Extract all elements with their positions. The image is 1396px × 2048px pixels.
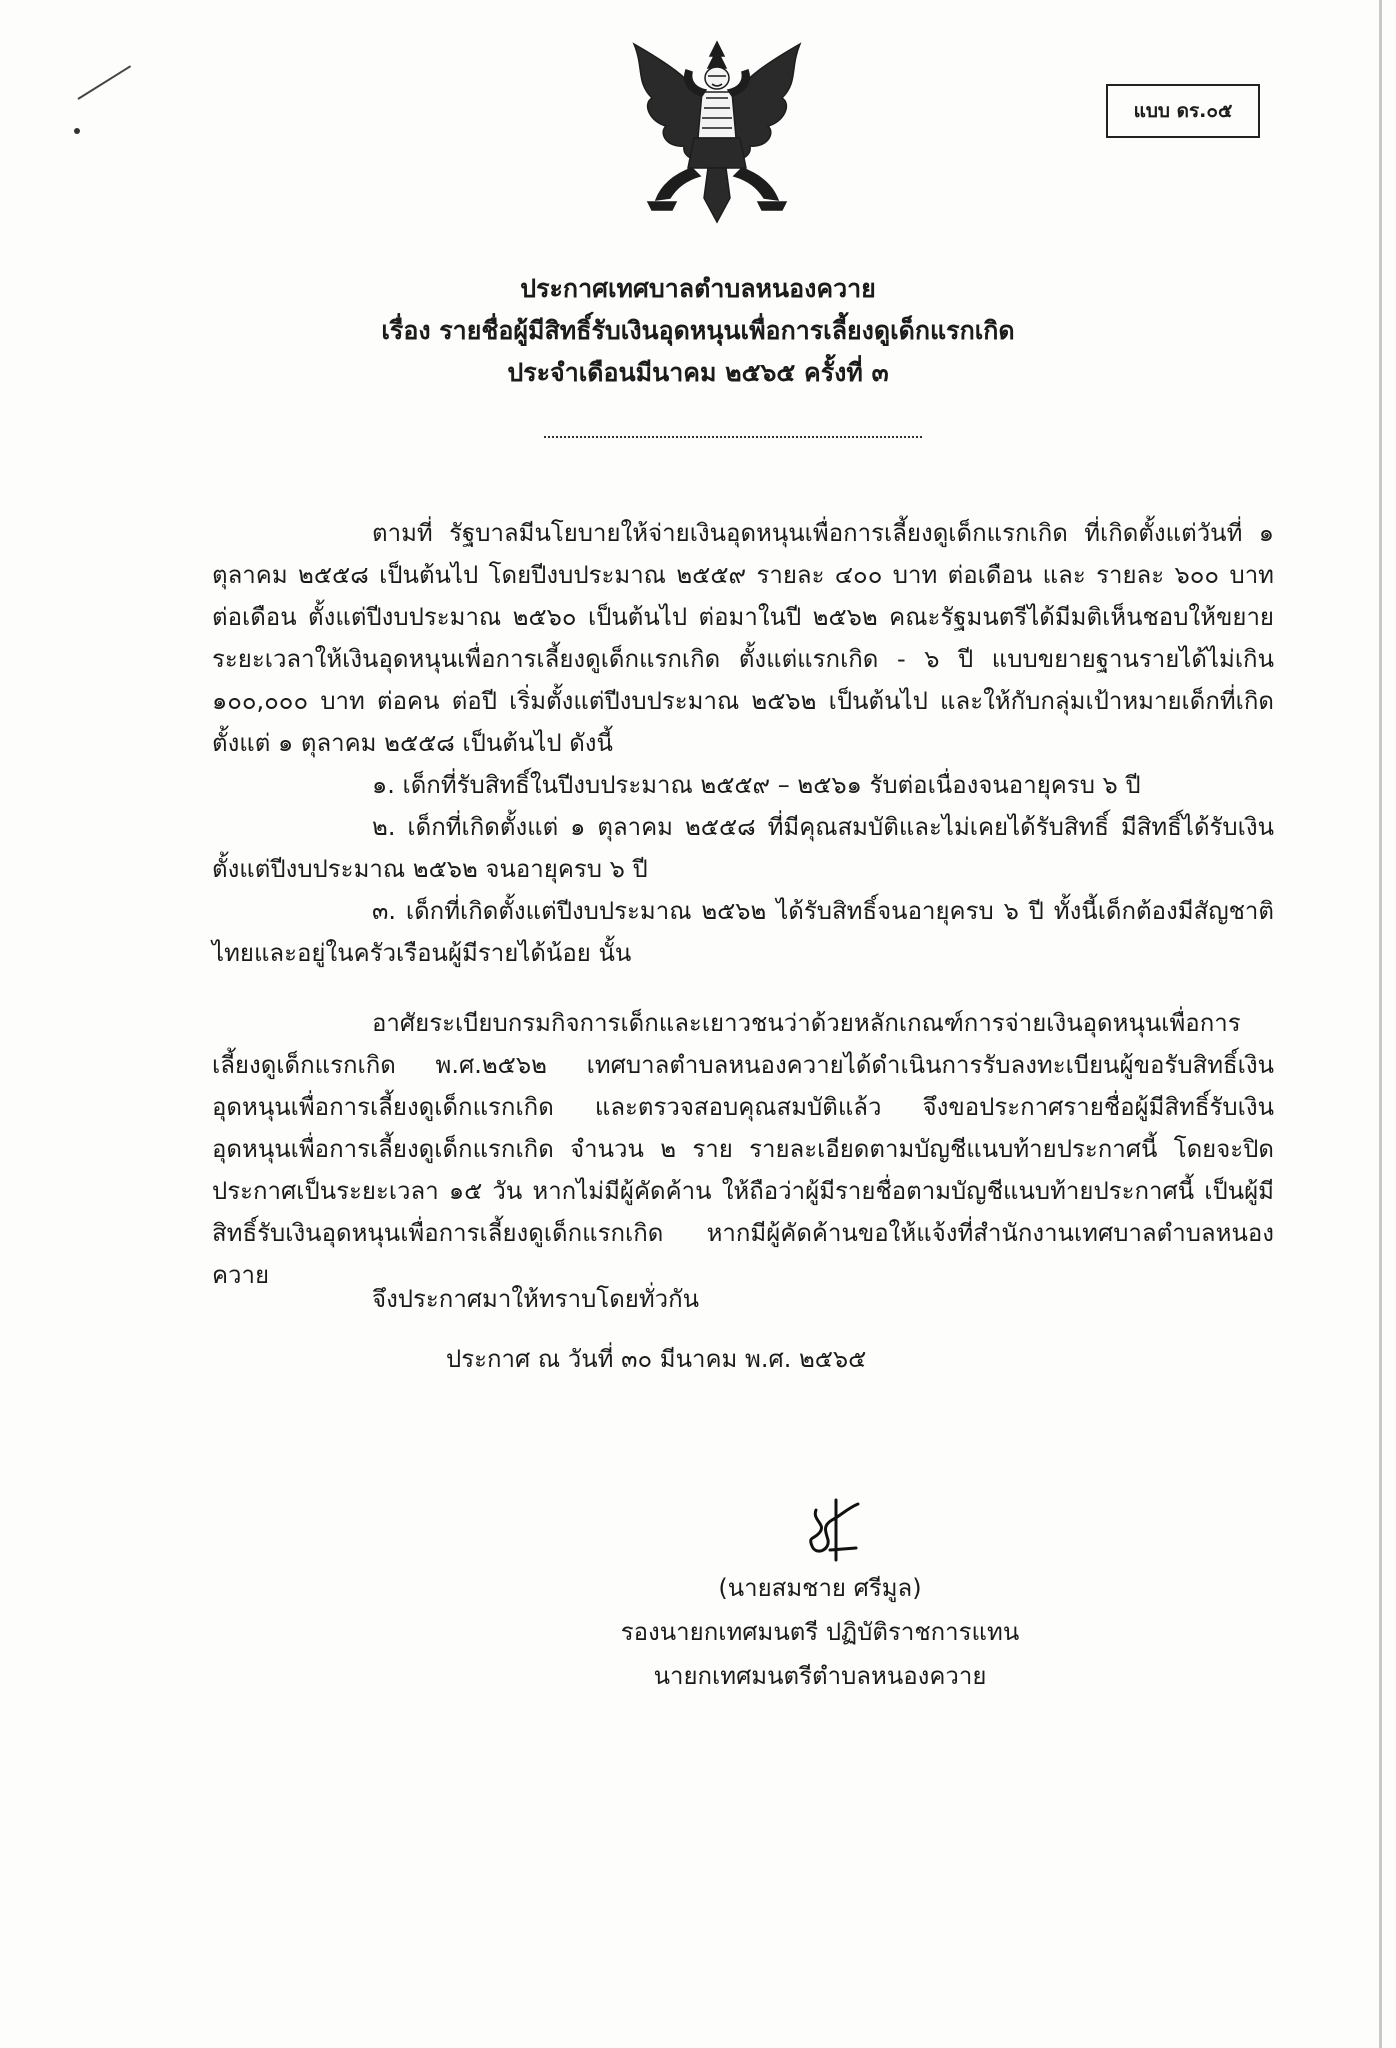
form-code-box: แบบ ดร.๐๕	[1106, 84, 1260, 138]
dotted-divider	[544, 436, 922, 438]
pen-dot	[74, 128, 80, 134]
date-line: ประกาศ ณ วันที่ ๓๐ มีนาคม พ.ศ. ๒๕๖๕	[446, 1345, 867, 1373]
closing-line: จึงประกาศมาให้ทราบโดยทั่วกัน	[372, 1285, 700, 1313]
handwritten-signature	[786, 1490, 886, 1570]
signatory-position-2: นายกเทศมนตรีตำบลหนองควาย	[653, 1662, 987, 1690]
list-item-2: ๒. เด็กที่เกิดตั้งแต่ ๑ ตุลาคม ๒๕๕๘ ที่มีคุณสมบัติและไม่เคยได้รับสิทธิ์ มีสิทธิ์ได้รับเงินตั้งแต่ปีงบประมาณ ๒๕๖๒ จนอายุครบ ๖ ปี	[212, 813, 1274, 883]
announcement-header	[0, 268, 1396, 394]
paragraph-2: อาศัยระเบียบกรมกิจการเด็กและเยาวชนว่าด้วยหลักเกณฑ์การจ่ายเงินอุดหนุนเพื่อการเลี้ยงดูเด็กแรกเกิด พ.ศ.๒๕๖๒ เทศบาลตำบลหนองควายได้ดำเนินการรับลงทะเบียนผู้ขอรับสิทธิ์เงินอุดหนุนเพื่อการเลี้ยงดูเด็กแรกเกิด และตรวจสอบคุณสมบัติแล้ว จึงขอประกาศรายชื่อผู้มีสิทธิ์รับเงินอุดหนุนเพื่อการเลี้ยงดูเด็กแรกเกิด จำนวน ๒ ราย รายละเอียดตามบัญชีแนบท้ายประกาศนี้ โดยจะปิดประกาศเป็นระยะเวลา ๑๕ วัน หากไม่มีผู้คัดค้าน ให้ถือว่าผู้มีรายชื่อตามบัญชีแนบท้ายประกาศนี้ เป็นผู้มีสิทธิ์รับเงินอุดหนุนเพื่อการเลี้ยงดูเด็กแรกเกิด หากมีผู้คัดค้านขอให้แจ้งที่สำนักงานเทศบาลตำบลหนองควาย	[212, 1009, 1274, 1289]
announcement-body	[212, 512, 1274, 1296]
list-item-1: ๑. เด็กที่รับสิทธิ์ในปีงบประมาณ ๒๕๕๙ – ๒๕๖๑ รับต่อเนื่องจนอายุครบ ๖ ปี	[372, 771, 1141, 799]
header-line-3: ประจำเดือนมีนาคม ๒๕๖๕ ครั้งที่ ๓	[507, 358, 889, 387]
signatory-position-1: รองนายกเทศมนตรี ปฏิบัติราชการแทน	[620, 1618, 1020, 1646]
signatory-name: (นายสมชาย ศรีมูล)	[718, 1574, 922, 1602]
signature-block	[560, 1566, 1080, 1698]
header-line-1: ประกาศเทศบาลตำบลหนองควาย	[520, 274, 876, 303]
pen-mark	[77, 65, 131, 100]
header-line-2: เรื่อง รายชื่อผู้มีสิทธิ์รับเงินอุดหนุนเพื่อการเลี้ยงดูเด็กแรกเกิด	[381, 316, 1015, 345]
garuda-emblem-icon	[622, 38, 812, 224]
list-item-3: ๓. เด็กที่เกิดตั้งแต่ปีงบประมาณ ๒๕๖๒ ได้รับสิทธิ์จนอายุครบ ๖ ปี ทั้งนี้เด็กต้องมีสัญชาติไทยและอยู่ในครัวเรือนผู้มีรายได้น้อย นั้น	[212, 897, 1274, 967]
paragraph-1: ตามที่ รัฐบาลมีนโยบายให้จ่ายเงินอุดหนุนเพื่อการเลี้ยงดูเด็กแรกเกิด ที่เกิดตั้งแต่วันที่ ๑ ตุลาคม ๒๕๕๘ เป็นต้นไป โดยปีงบประมาณ ๒๕๕๙ รายละ ๔๐๐ บาท ต่อเดือน และ รายละ ๖๐๐ บาท ต่อเดือน ตั้งแต่ปีงบประมาณ ๒๕๖๐ เป็นต้นไป ต่อมาในปี ๒๕๖๒ คณะรัฐมนตรีได้มีมติเห็นชอบให้ขยายระยะเวลาให้เงินอุดหนุนเพื่อการเลี้ยงดูเด็กแรกเกิด ตั้งแต่แรกเกิด - ๖ ปี แบบขยายฐานรายได้ไม่เกิน ๑๐๐,๐๐๐ บาท ต่อคน ต่อปี เริ่มตั้งแต่ปีงบประมาณ ๒๕๖๒ เป็นต้นไป และให้กับกลุ่มเป้าหมายเด็กที่เกิดตั้งแต่ ๑ ตุลาคม ๒๕๕๘ เป็นต้นไป ดังนี้	[212, 519, 1274, 757]
